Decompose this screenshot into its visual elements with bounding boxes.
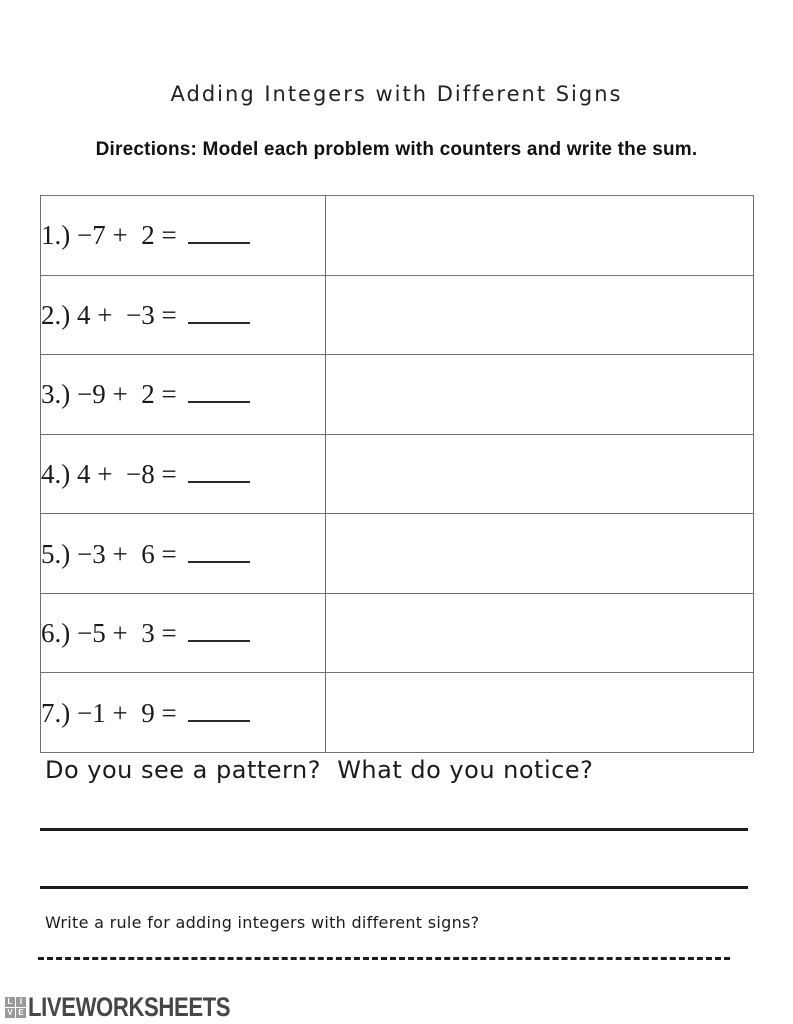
problem-expression: −1 + 9 = [70,697,177,728]
table-row [41,673,754,753]
answer-blank[interactable] [188,458,250,483]
table-row [41,593,754,673]
problem-number: 5.) [41,538,71,569]
problem-expression: −5 + 3 = [70,618,177,649]
brand-name: LIVEWORKSHEETS [28,992,231,1022]
liveworksheets-logo-icon [5,997,26,1018]
problem-7 [41,673,326,753]
problem-number: 2.) [41,299,71,330]
page-title: Adding Integers with Different Signs [170,82,623,106]
problem-number: 3.) [41,379,71,410]
problem-number: 6.) [41,618,71,649]
rule-question: Write a rule for adding integers with different signs? [45,913,480,932]
logo-letter: L [5,997,15,1007]
answer-blank[interactable] [188,697,250,722]
answer-blank[interactable] [188,378,250,403]
logo-letter: E [16,1008,26,1018]
answer-blank[interactable] [188,219,250,244]
answer-blank[interactable] [188,538,250,563]
table-row [41,196,754,276]
problems-table [40,195,754,753]
counter-work-area[interactable] [326,514,754,594]
problem-expression: −9 + 2 = [70,379,177,410]
problem-number: 4.) [41,458,71,489]
dashed-answer-line[interactable] [38,957,730,960]
table-row [41,355,754,435]
problem-3 [41,355,326,435]
logo-letter: V [5,1008,15,1018]
problem-4 [41,434,326,514]
directions-text: Directions: Model each problem with counters and write the sum. [95,139,698,160]
problem-expression: 4 + −3 = [70,299,177,330]
problem-6 [41,593,326,673]
problem-expression: −3 + 6 = [70,538,177,569]
problem-1 [41,196,326,276]
problem-expression: 4 + −8 = [70,458,177,489]
logo-letter: I [16,997,26,1007]
counter-work-area[interactable] [326,355,754,435]
problem-number: 7.) [41,697,71,728]
table-row [41,514,754,594]
counter-work-area[interactable] [326,196,754,276]
counter-work-area[interactable] [326,275,754,355]
problem-number: 1.) [41,220,71,251]
table-row [41,275,754,355]
problem-expression: −7 + 2 = [70,220,177,251]
counter-work-area[interactable] [326,593,754,673]
pattern-question: Do you see a pattern? What do you notice? [45,756,594,784]
problem-5 [41,514,326,594]
problem-2 [41,275,326,355]
table-row [41,434,754,514]
counter-work-area[interactable] [326,434,754,514]
footer-brand-bar [5,992,275,1023]
answer-blank[interactable] [188,299,250,324]
answer-line-1[interactable] [40,828,748,831]
answer-line-2[interactable] [40,886,748,889]
answer-blank[interactable] [188,617,250,642]
counter-work-area[interactable] [326,673,754,753]
